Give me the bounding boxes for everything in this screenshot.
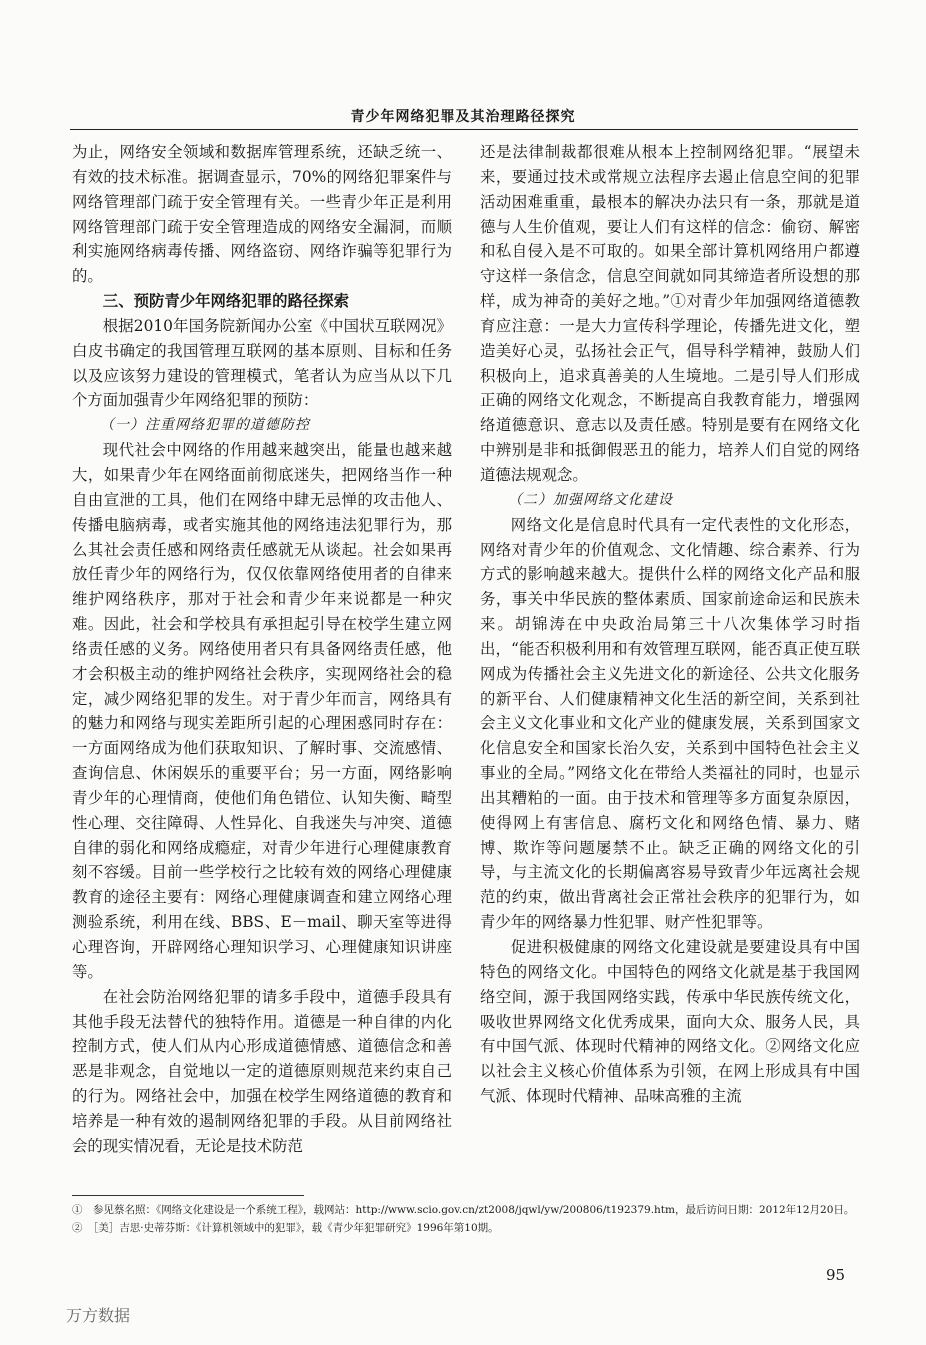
section-heading-3: 三、预防青少年网络犯罪的路径探索: [102, 292, 350, 311]
running-header-title: 青少年网络犯罪及其治理路径探究: [350, 109, 576, 125]
left-paragraph-3: 现代社会中网络的作用越来越突出，能量也越来越大，如果青少年在网络面前彻底迷失，把网络当作一种自由宣泄的工具，他们在网络中肆无忌惮的攻击他人、传播电脑病毒，或者实施其他的网络违法犯罪行为，那么其社会责任感和网络责任感就无从谈起。社会如果再放任青少年的网络行为，仅仅依靠网络使用者的自律来维护网络秩序，那对于社会和青少年来说都是一种灾难。因此，社会和学校具有承担起引导在校学生建立网络责任感的义务。网络使用者只有具备网络责任感，他才会积极主动的维护网络社会秩序，实现网络社会的稳定，减少网络犯罪的发生。对于青少年而言，网络具有的魅力和网络与现实差距所引起的心理困惑同时存在：一方面网络成为他们获取知识、了解时事、交流感情、查询信息、休闲娱乐的重要平台；另一方面，网络影响青少年的心理情商，使他们角色错位、认知失衡、畸型性心理、交往障碍、人性异化、自我迷失与冲突、道德自律的弱化和网络成瘾症，对青少年进行心理健康教育刻不容缓。目前一些学校行之比较有效的网络心理健康教育的途径主要有：网络心理健康调查和建立网络心理测验系统，利用在线、BBS、E－mail、聊天室等进得心理咨询，开辟网络心理知识学习、心理健康知识讲座等。: [72, 441, 452, 981]
left-paragraph-2: 根据2010年国务院新闻办公室《中国状互联网况》白皮书确定的我国管理互联网的基本原则、目标和任务以及应该努力建设的管理模式，笔者认为应当从以下几个方面加强青少年网络犯罪的预防：: [72, 316, 452, 410]
right-column: [480, 140, 860, 1109]
right-paragraph-3: 促进积极健康的网络文化建设就是要建设具有中国特色的网络文化。中国特色的网络文化就是基于我国网络空间，源于我国网络实践，传承中华民族传统文化，吸收世界网络文化优秀成果，面向大众、服务人民，具有中国气派、体现时代精神的网络文化。②网络文化应以社会主义核心价值体系为引领，在网上形成具有中国气派、体现时代精神、品味高雅的主流: [480, 938, 860, 1106]
right-paragraph-2: 网络文化是信息时代具有一定代表性的文化形态，网络对青少年的价值观念、文化情趣、综合素养、行为方式的影响越来越大。提供什么样的网络文化产品和服务，事关中华民族的整体素质、国家前途命运和民族未来。胡锦涛在中央政治局第三十八次集体学习时指出，“能否积极利用和有效管理互联网，能否真正使互联网成为传播社会主义先进文化的新途径、公共文化服务的新平台、人们健康精神文化生活的新空间，关系到社会主义文化事业和文化产业的健康发展，关系到国家文化信息安全和国家长治久安，关系到中国特色社会主义事业的全局。”网络文化在带给人类福社的同时，也显示出其糟粕的一面。由于技术和管理等多方面复杂原因，使得网上有害信息、腐朽文化和网络色情、暴力、赌博、欺诈等问题屡禁不止。缺乏正确的网络文化的引导，与主流文化的长期偏离容易导致青少年远离社会规范的约束，做出背离社会正常社会秩序的犯罪行为，如青少年的网络暴力性犯罪、财产性犯罪等。: [480, 515, 860, 932]
subsection-heading-2: （二）加强网络文化建设: [508, 491, 673, 508]
left-paragraph-4: 在社会防治网络犯罪的请多手段中，道德手段具有其他手段无法替代的独特作用。道德是一种自律的内化控制方式，使人们从内心形成道德情感、道德信念和善恶是非观念，自觉地以一定的道德原则规范来约束自己的行为。网络社会中，加强在校学生网络道德的教育和培养是一种有效的遏制网络犯罪的手段。从目前网络社会的现实情况看，无论是技术防范: [72, 987, 452, 1155]
page-number: 95: [826, 1266, 846, 1284]
left-column: [72, 140, 452, 1159]
footnotes: [72, 1201, 862, 1237]
right-paragraph-1: 还是法律制裁都很难从根本上控制网络犯罪。“展望未来，要通过技术或常规立法程序去遏止信息空间的犯罪活动困难重重，最根本的解决办法只有一条，那就是道德与人生价值观，要让人们有这样的信念：偷窃、解密和私自侵入是不可取的。如果全部计算机网络用户都遵守这样一条信念，信息空间就如同其缔造者所设想的那样，成为神奇的美好之地。”①对青少年加强网络道德教育应注意：一是大力宣传科学理论，传播先进文化，塑造美好心灵，弘扬社会正气，倡导科学精神，鼓励人们积极向上，追求真善美的人生境地。二是引导人们形成正确的网络文化观念，不断提高自我教育能力，增强网络道德意识、意志以及责任感。特别是要有在网络文化中辨别是非和抵御假恶丑的能力，培养人们自觉的网络道德法规观念。: [480, 143, 860, 484]
footnote-rule: [72, 1195, 304, 1196]
wanfang-watermark: 万方数据: [66, 1306, 131, 1325]
header-rule: [70, 129, 858, 130]
left-paragraph-1: 为止，网络安全领域和数据库管理系统，还缺乏统一、有效的技术标准。据调查显示，70%的网络犯罪案件与网络管理部门疏于安全管理有关。一些青少年正是利用网络管理部门疏于安全管理造成的网络安全漏洞，而顺利实施网络病毒传播、网络盗窃、网络诈骗等犯罪行为的。: [72, 143, 452, 286]
subsection-heading-1: （一）注重网络犯罪的道德防控: [100, 417, 310, 434]
footnote-1: ① 参见蔡名照：《网络文化建设是一个系统工程》，载网站：http://www.scio.gov.cn/zt2008/jqwl/yw/200806/t192379.htm，最后访问日期：2012年12月20日。: [72, 1204, 855, 1216]
footnote-2: ② ［美］吉思·史蒂芬斯：《计算机领域中的犯罪》，载《青少年犯罪研究》1996年第10期。: [72, 1222, 499, 1234]
